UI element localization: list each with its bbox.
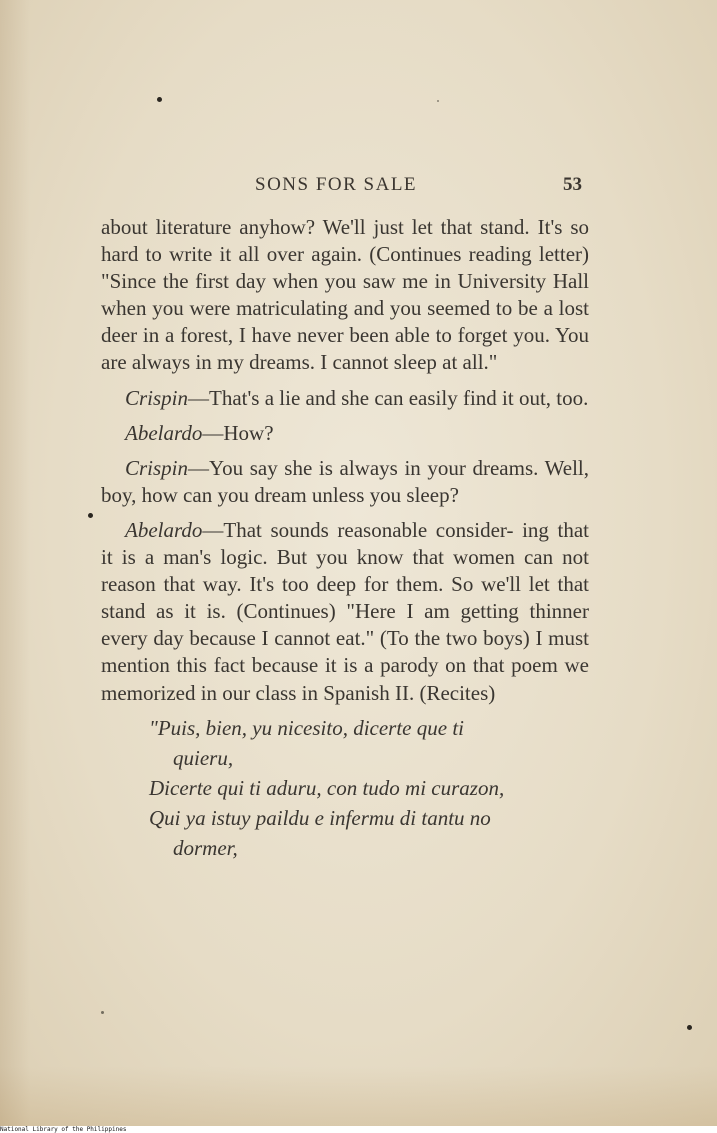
running-title: SONS FOR SALE xyxy=(255,174,418,195)
verse-line: Qui ya istuy paildu e infermu di tantu no xyxy=(149,805,491,830)
dialogue-text: —You say she is always in your xyxy=(188,455,466,480)
text-line: day when you saw me in University Hall when xyxy=(101,269,589,321)
dialogue-text: —That's a lie and she can easily find xyxy=(188,385,497,410)
ink-speck xyxy=(157,97,162,102)
speaker-name: Crispin xyxy=(125,385,189,410)
verse-block xyxy=(101,715,589,862)
speaker-name: Abelardo xyxy=(125,517,203,542)
dialogue-text: that women can not reason that way. It's xyxy=(101,545,590,597)
verse-line: Dicerte qui ti aduru, con tudo mi curazon, xyxy=(149,775,505,800)
ink-speck xyxy=(437,100,439,102)
dialogue-paragraph xyxy=(101,455,589,509)
text-line: I cannot sleep at all." xyxy=(320,350,498,375)
dialogue-text: it out, too. xyxy=(502,385,589,410)
dialogue-text: —That sounds reasonable consider- xyxy=(202,517,514,542)
dialogue-text: dreams. Well, boy, how can you dream unless xyxy=(101,455,589,507)
text-line: to forget you. You are always in my dreams. xyxy=(101,323,590,375)
page-number: 53 xyxy=(563,174,582,195)
text-line: you were matriculating and you seemed to be xyxy=(152,296,538,321)
ink-speck xyxy=(687,1025,692,1030)
verse-line: quieru, xyxy=(173,745,234,770)
ink-speck xyxy=(101,1011,104,1014)
speaker-name: Crispin xyxy=(125,455,189,480)
dialogue-paragraph xyxy=(101,420,589,447)
dialogue-text: —How? xyxy=(202,420,274,445)
text-line: a lost deer in a forest, I have never been able xyxy=(101,296,590,348)
text-line: (Continues reading letter) "Since the first xyxy=(101,242,590,294)
text-line: about literature anyhow? We'll just let that xyxy=(101,215,473,239)
dialogue-text: a parody on that poem we memorized in our xyxy=(101,653,589,705)
verse-line: "Puis, bien, yu nicesito, dicerte que ti xyxy=(149,715,464,740)
dialogue-paragraph xyxy=(101,517,589,707)
dialogue-text: ing that it is a man's logic. But you know xyxy=(101,517,590,570)
dialogue-text: too deep for them. So we'll let that stand as xyxy=(101,572,589,624)
verse-line: dormer, xyxy=(173,835,238,860)
speaker-name: Abelardo xyxy=(125,420,203,445)
dialogue-paragraph xyxy=(101,385,589,412)
dialogue-text: boys) I must mention this fact because it is xyxy=(101,626,589,678)
library-credit: National Library of the Philippines xyxy=(0,1126,127,1133)
dialogue-text: it is. (Continues) "Here I am getting thinner xyxy=(184,599,589,624)
paragraph xyxy=(101,214,589,377)
page-body xyxy=(101,214,589,865)
dialogue-text: class in Spanish II. (Recites) xyxy=(255,680,496,705)
dialogue-text: every day because I cannot eat." (To the two xyxy=(101,626,478,651)
dialogue-text: you sleep? xyxy=(369,482,459,507)
text-line: stand. It's so hard to write it all over again. xyxy=(101,215,589,267)
ink-speck xyxy=(88,513,93,518)
